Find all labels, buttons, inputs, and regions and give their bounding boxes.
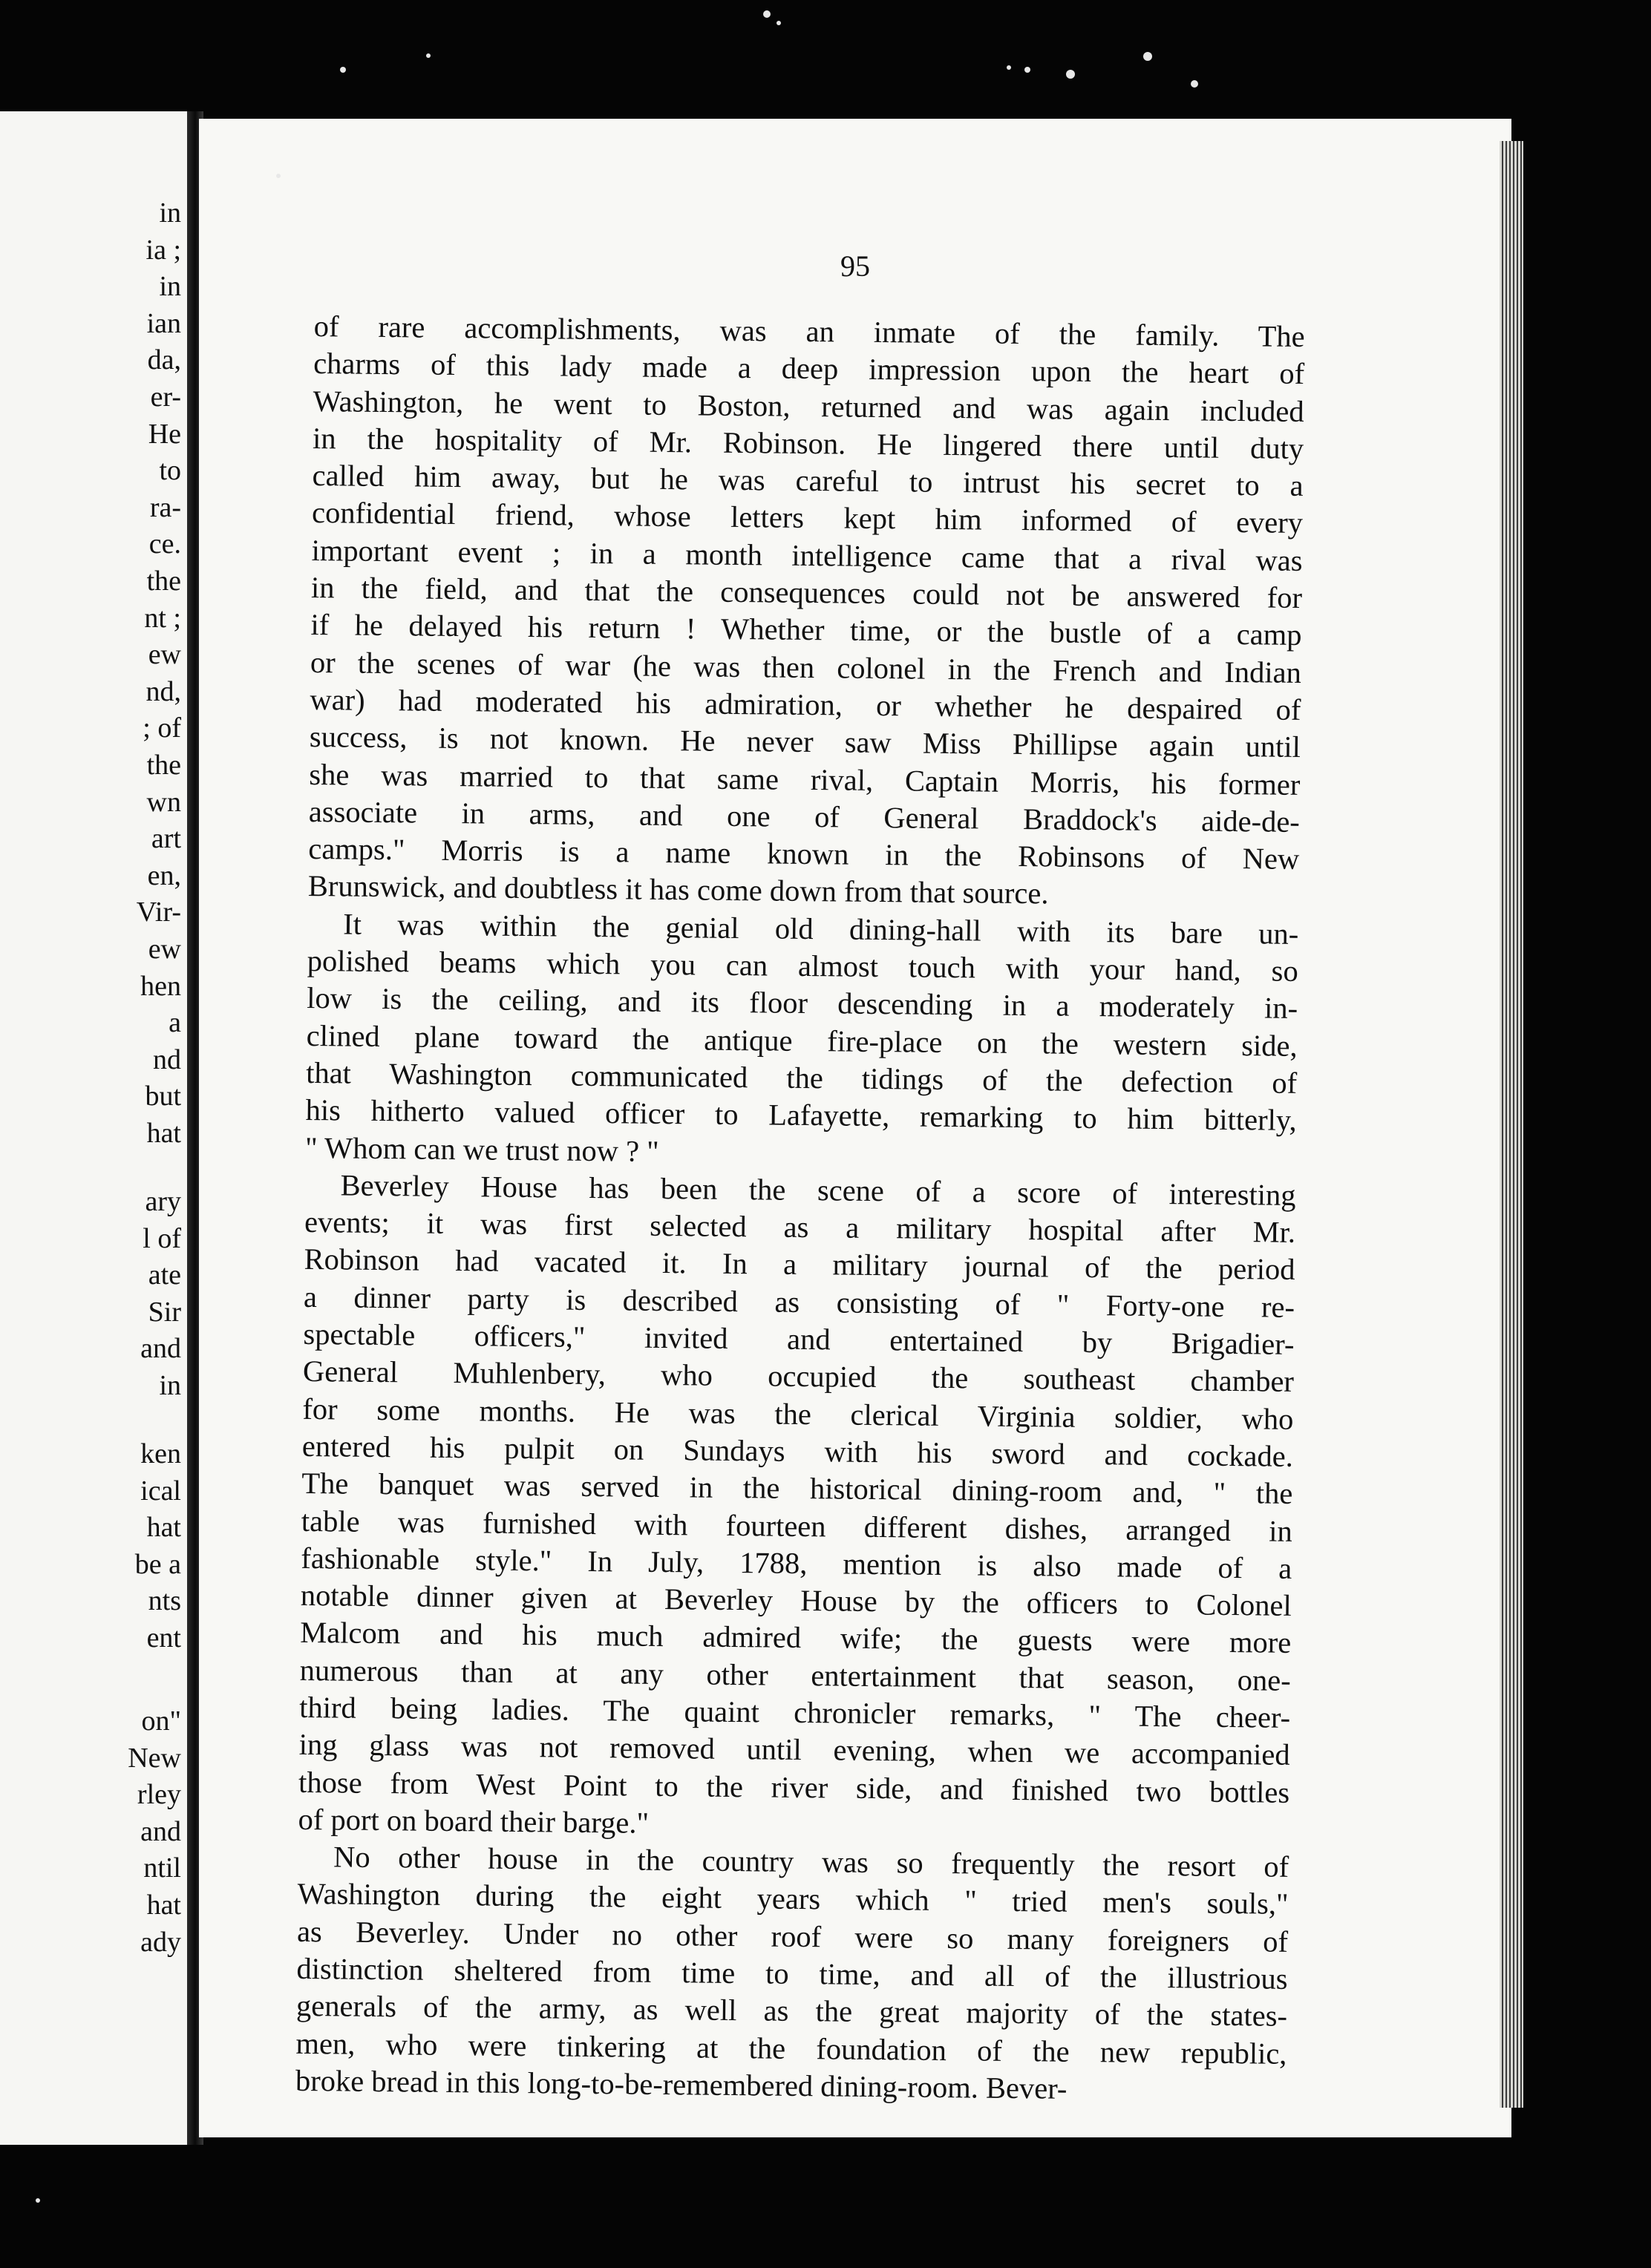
left-page-line-fragment: in <box>159 271 181 303</box>
left-page-line-fragment: in <box>159 1370 181 1401</box>
paragraph <box>298 1167 1295 1849</box>
left-page-line-fragment: hen <box>140 970 181 1002</box>
text-line: Brunswick, and doubtless it has come down from that source. <box>307 869 1049 911</box>
left-page-line-fragment: ian <box>146 307 181 339</box>
left-page-line-fragment: ntil <box>143 1852 181 1884</box>
left-page-line-fragment: Vir- <box>136 897 181 928</box>
text-line: polished beams which you can almost touch with your hand, so <box>307 943 1298 988</box>
text-line: that Washington communicated the tidings of the defection of <box>305 1055 1298 1100</box>
left-page-line-fragment: be a <box>134 1548 181 1580</box>
paragraph <box>308 308 1305 916</box>
scan-speck <box>340 67 346 73</box>
text-line: The banquet was served in the historical dining-room and, " the <box>301 1466 1293 1511</box>
scan-speck <box>1024 67 1030 73</box>
text-line: Beverley House has been the scene of a score of interesting <box>340 1168 1296 1212</box>
scan-speck <box>1191 80 1198 88</box>
left-page-line-fragment: ia ; <box>146 234 181 266</box>
text-line: It was within the genial old dining-hall with its bare un- <box>343 907 1299 951</box>
left-page-line-fragment: art <box>151 823 181 855</box>
text-line: as Beverley. Under no other roof were so many foreigners of <box>296 1914 1289 1959</box>
left-page-line-fragment: ary <box>145 1186 181 1217</box>
left-page-line-fragment: the <box>146 566 181 597</box>
text-line: war) had moderated his admiration, or whether he despaired of <box>310 682 1301 727</box>
left-page-line-fragment: to <box>159 455 181 487</box>
text-line: spectable officers," invited and entertained by Brigadier- <box>303 1317 1295 1361</box>
left-page-line-fragment: in <box>159 197 181 229</box>
text-line: third being ladies. The quaint chronicler remarks, " The cheer- <box>299 1690 1291 1734</box>
text-line: or the scenes of war (he was then colonel in the French and Indian <box>310 645 1302 689</box>
text-line: Washington during the eight years which " tried men's souls," <box>297 1877 1289 1921</box>
left-page-line-fragment: l of <box>143 1222 181 1254</box>
text-line: fashionable style." In July, 1788, mention is also made of a <box>301 1541 1292 1585</box>
text-line: No other house in the country was so frequently the resort of <box>333 1840 1289 1884</box>
text-line: low is the ceiling, and its floor descending in a moderately in- <box>307 981 1298 1026</box>
text-line: entered his pulpit on Sundays with his sword and cockade. <box>301 1429 1294 1473</box>
text-line: charms of this lady made a deep impression upon the heart of <box>313 347 1305 391</box>
text-line: in the field, and that the consequences could not be answered for <box>310 571 1303 615</box>
text-line: called him away, but he was careful to intrust his secret to a <box>312 459 1304 503</box>
left-page-line-fragment: nts <box>148 1585 181 1617</box>
scan-speck <box>777 21 781 25</box>
text-line: confidential friend, whose letters kept him informed of every <box>311 496 1304 540</box>
text-line: associate in arms, and one of General Braddock's aide-de- <box>308 794 1301 839</box>
text-line: generals of the army, as well as the great majority of the states- <box>295 1989 1288 2033</box>
left-page-line-fragment: the <box>146 750 181 781</box>
scan-speck <box>36 2198 40 2203</box>
text-line: men, who were tinkering at the foundation of the new republic, <box>295 2026 1287 2071</box>
paragraph <box>305 905 1299 1177</box>
left-facing-page <box>0 111 192 2145</box>
scan-speck <box>426 53 431 58</box>
text-line: his hitherto valued officer to Lafayette, remarking to him bitterly, <box>305 1093 1297 1138</box>
page-edges <box>1500 141 1523 2108</box>
text-line: if he delayed his return ! Whether time, or the bustle of a camp <box>310 608 1302 652</box>
left-page-line-fragment: hat <box>146 1890 181 1921</box>
text-line: those from West Point to the river side, and finished two bottles <box>298 1765 1290 1809</box>
left-page-line-fragment: ken <box>140 1438 181 1469</box>
text-line: General Muhlenbery, who occupied the southeast chamber <box>302 1354 1295 1399</box>
left-page-line-fragment: wn <box>146 786 181 818</box>
left-page-line-fragment: ; of <box>143 712 181 744</box>
text-line: ing glass was not removed until evening, when we accompanied <box>298 1728 1290 1772</box>
left-page-line-fragment: rley <box>137 1779 181 1811</box>
text-line: table was furnished with fourteen different dishes, arranged in <box>301 1504 1293 1548</box>
left-page-line-fragment: and <box>140 1333 181 1365</box>
text-line: events; it was first selected as a military hospital after Mr. <box>304 1205 1296 1250</box>
text-line: notable dinner given at Beverley House by the officers to Colonel <box>300 1579 1292 1622</box>
left-page-line-fragment: ent <box>146 1622 181 1654</box>
text-line: a dinner party is described as consisting of " Forty-one re- <box>303 1279 1295 1324</box>
scan-speck <box>276 174 281 178</box>
text-line: broke bread in this long-to-be-remembered dining-room. Bever- <box>295 2063 1068 2105</box>
text-line: distinction sheltered from time to time, and all of the illustrious <box>296 1951 1288 1996</box>
text-line: Washington, he went to Boston, returned and was again included <box>313 384 1304 428</box>
left-page-line-fragment: er- <box>150 381 181 413</box>
left-page-line-fragment: hat <box>146 1118 181 1149</box>
left-page-line-fragment: en, <box>147 859 181 891</box>
left-page-line-fragment: ra- <box>149 491 181 523</box>
text-line: success, is not known. He never saw Miss Phillipse again until <box>309 720 1301 764</box>
scan-speck <box>763 10 771 18</box>
left-page-line-fragment: ce. <box>148 528 181 560</box>
left-page-line-fragment: ical <box>140 1475 181 1507</box>
left-page-line-fragment: nd, <box>146 675 181 707</box>
left-page-line-fragment: He <box>148 418 181 450</box>
page-number: 95 <box>840 249 870 283</box>
left-page-line-fragment: da, <box>147 344 181 376</box>
left-page-line-fragment: hat <box>146 1512 181 1544</box>
left-page-line-fragment: New <box>128 1742 181 1774</box>
text-line: she was married to that same rival, Captain Morris, his former <box>309 757 1301 802</box>
text-line: in the hospitality of Mr. Robinson. He lingered there until duty <box>312 421 1304 465</box>
left-page-line-fragment: but <box>145 1081 181 1112</box>
text-line: of rare accomplishments, was an inmate of the family. The <box>313 309 1305 353</box>
scan-speck <box>1066 70 1075 79</box>
left-page-line-fragment: ew <box>148 639 181 671</box>
paragraph <box>295 1838 1289 2110</box>
left-page-line-fragment: ew <box>148 934 181 965</box>
scan-speck <box>1007 65 1011 70</box>
text-line: Malcom and his much admired wife; the guests were more <box>300 1616 1292 1660</box>
text-line: important event ; in a month intelligence came that a rival was <box>311 533 1303 577</box>
body-text <box>295 308 1305 2110</box>
left-page-line-fragment: nt ; <box>144 602 181 634</box>
text-line: clined plane toward the antique fire-place on the western side, <box>306 1018 1298 1063</box>
left-page-line-fragment: Sir <box>148 1296 181 1328</box>
left-page-line-fragment: ate <box>148 1259 181 1291</box>
text-line: camps." Morris is a name known in the Robinsons of New <box>308 832 1300 876</box>
text-line: " Whom can we trust now ? " <box>304 1130 659 1168</box>
text-line: numerous than at any other entertainment that season, one- <box>299 1653 1291 1697</box>
left-page-line-fragment: and <box>140 1815 181 1847</box>
text-line: of port on board their barge." <box>298 1802 650 1840</box>
left-page-line-fragment: nd <box>153 1043 181 1075</box>
left-page-line-fragment: a <box>169 1007 181 1039</box>
left-page-line-fragment: ady <box>140 1926 181 1958</box>
right-page <box>199 119 1511 2137</box>
left-page-line-fragment: on" <box>141 1705 181 1737</box>
text-line: Robinson had vacated it. In a military journal of the period <box>304 1242 1295 1287</box>
text-line: for some months. He was the clerical Virginia soldier, who <box>302 1392 1294 1436</box>
scan-speck <box>1143 52 1152 61</box>
